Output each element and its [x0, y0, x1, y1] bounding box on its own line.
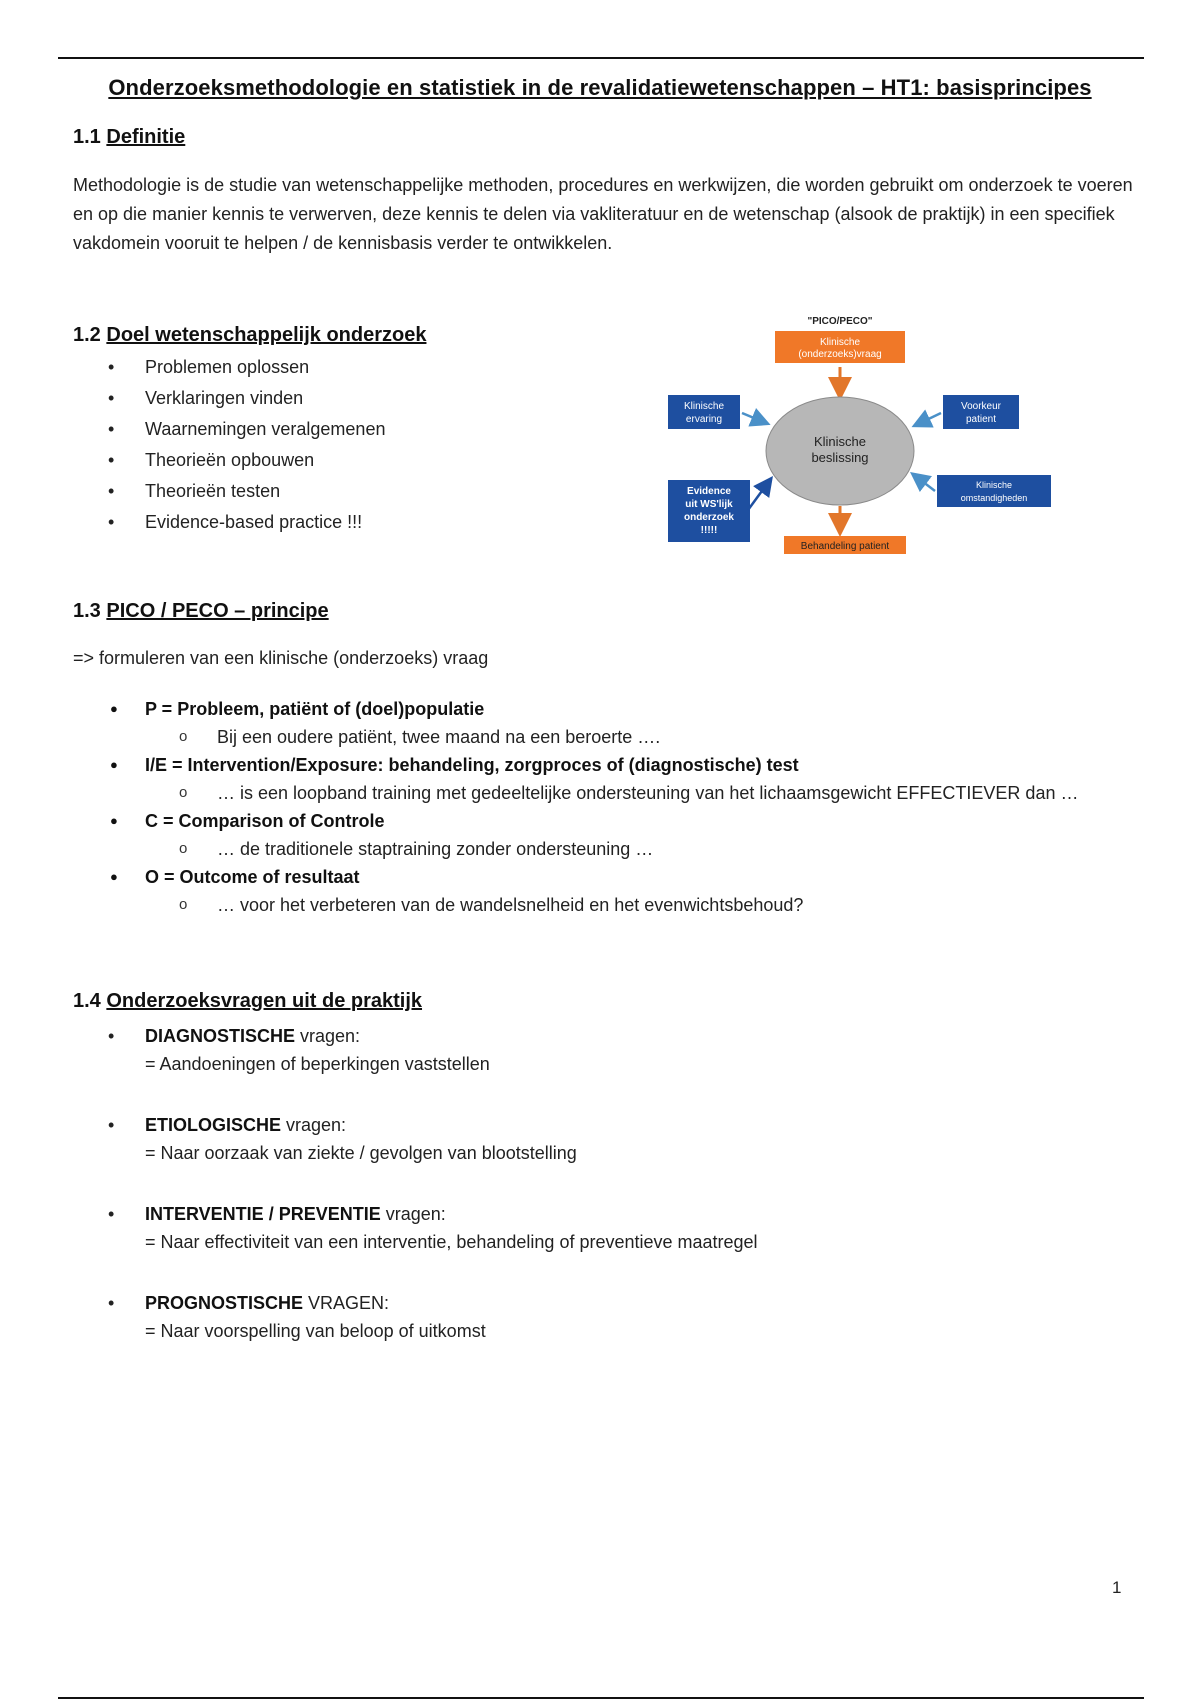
section-heading-onderzoeksvragen	[73, 990, 422, 1013]
question-type-item	[73, 1022, 1073, 1078]
bullet: •	[108, 1026, 115, 1046]
list-item: • Waarnemingen veralgemenen	[73, 414, 385, 445]
arrow-left-icon	[916, 413, 941, 425]
evidence-line3: onderzoek	[683, 512, 735, 523]
question-type-suffix: vragen:	[380, 1204, 446, 1224]
clinical-experience-line1: Klinische	[683, 401, 725, 412]
arrow-up-right-icon	[748, 480, 770, 510]
bottom-rule	[58, 1697, 1144, 1699]
clinical-question-line1: Klinische	[819, 337, 861, 348]
pico-label: ● I/E = Intervention/Exposure: behandeling, zorgproces of (diagnostische) test	[145, 755, 799, 775]
page-number: 1	[1112, 1578, 1122, 1597]
clinical-circumstances-line1: Klinische	[975, 480, 1013, 490]
list-item: • Evidence-based practice !!!	[73, 507, 385, 538]
pico-sub-item: o … voor het verbeteren van de wandelsnelheid en het evenwichtsbehoud?	[217, 891, 1133, 919]
question-type-item	[73, 1111, 1073, 1167]
pico-item-c	[73, 807, 1133, 863]
clinical-question-line2: (onderzoeks)vraag	[798, 349, 882, 360]
list-item: • Theorieën opbouwen	[73, 445, 385, 476]
pico-sub-item: o … is een loopband training met gedeeltelijke ondersteuning van het lichaamsgewicht EFFECTIEVER dan …	[217, 779, 1133, 807]
section-heading-definitie	[73, 126, 185, 149]
section-title: Onderzoeksvragen uit de praktijk	[106, 990, 423, 1012]
section-number: 1.2	[73, 324, 101, 346]
question-type-suffix: vragen:	[281, 1115, 347, 1135]
section-title: PICO / PECO – principe	[106, 600, 329, 622]
definition-paragraph: Methodologie is de studie van wetenschappelijke methoden, procedures en werkwijzen, die worden gebruikt om onderzoek te voeren en op die manier kennis te verwerven, deze kennis te delen via vakliteratuur en de wetenschap (alsook de praktijk) in een specifiek vakdomein vooruit te helpen / de kennisbasis verder te ontwikkelen.	[73, 175, 1133, 253]
arrow-up-left-icon	[914, 475, 935, 491]
goals-list	[73, 352, 385, 538]
pico-sub-item: o Bij een oudere patiënt, twee maand na een beroerte ….	[217, 723, 1133, 751]
question-type-name: INTERVENTIE / PREVENTIE	[145, 1204, 381, 1224]
list-item: • Problemen oplossen	[73, 352, 385, 383]
section-number: 1.1	[73, 126, 101, 148]
top-rule	[58, 57, 1144, 59]
list-item: • Theorieën testen	[73, 476, 385, 507]
document-title: Onderzoeksmethodologie en statistiek in de revalidatiewetenschappen – HT1: basisprincipes	[108, 75, 1092, 100]
question-type-suffix: vragen:	[295, 1026, 361, 1046]
question-type-name: ETIOLOGISCHE	[145, 1115, 282, 1135]
question-type-item	[73, 1200, 1073, 1256]
question-type-suffix: VRAGEN:	[303, 1293, 390, 1313]
diagram-heading: "PICO/PECO"	[807, 316, 873, 327]
clinical-experience-line2: ervaring	[685, 414, 723, 425]
evidence-line2: uit WS'lijk	[685, 499, 733, 510]
question-type-item	[73, 1289, 1073, 1345]
pico-label: ● C = Comparison of Controle	[145, 811, 385, 831]
section-heading-doel	[73, 324, 426, 347]
question-type-name: DIAGNOSTISCHE	[145, 1026, 296, 1046]
bullet: •	[108, 1115, 115, 1135]
clinical-decision-line1: Klinische	[813, 434, 867, 449]
pico-item-p	[73, 695, 1133, 751]
evidence-line1: Evidence	[687, 486, 731, 497]
section-title: Doel wetenschappelijk onderzoek	[106, 324, 427, 346]
bullet: •	[108, 1293, 115, 1313]
section-title: Definitie	[106, 126, 186, 148]
pico-sub-item: o … de traditionele staptraining zonder ondersteuning …	[217, 835, 1133, 863]
pico-diagram	[660, 305, 1060, 565]
pico-list	[73, 695, 1133, 919]
patient-preference-line2: patient	[965, 414, 997, 425]
pico-intro: => formuleren van een klinische (onderzoeks) vraag	[73, 648, 489, 668]
evidence-line4: !!!!!	[700, 525, 718, 536]
pico-label: ● O = Outcome of resultaat	[145, 867, 360, 887]
question-type-description: = Naar effectiviteit van een interventie, behandeling of preventieve maatregel	[145, 1232, 758, 1252]
arrow-right-icon	[742, 413, 766, 423]
question-type-description: = Naar oorzaak van ziekte / gevolgen van blootstelling	[145, 1143, 577, 1163]
section-number: 1.4	[73, 990, 101, 1012]
clinical-decision-line2: beslissing	[811, 450, 869, 465]
pico-item-o	[73, 863, 1133, 919]
bullet: •	[108, 1204, 115, 1224]
pico-label: ● P = Probleem, patiënt of (doel)populatie	[145, 699, 485, 719]
pico-item-ie	[73, 751, 1133, 807]
section-heading-pico	[73, 600, 329, 623]
question-type-description: = Aandoeningen of beperkingen vaststellen	[145, 1054, 490, 1074]
question-type-description: = Naar voorspelling van beloop of uitkomst	[145, 1321, 486, 1341]
patient-preference-line1: Voorkeur	[960, 401, 1002, 412]
list-item: • Verklaringen vinden	[73, 383, 385, 414]
section-number: 1.3	[73, 600, 101, 622]
clinical-circumstances-line2: omstandigheden	[960, 493, 1028, 503]
question-type-name: PROGNOSTISCHE	[145, 1293, 304, 1313]
treatment-label: Behandeling patient	[800, 541, 890, 552]
